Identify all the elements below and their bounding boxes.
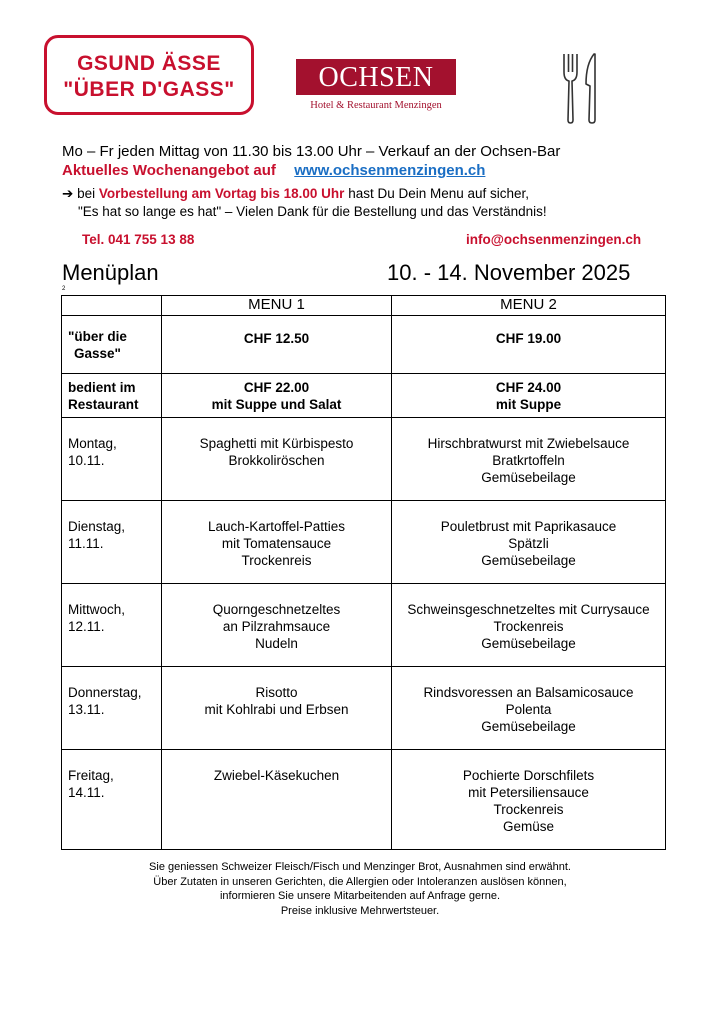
dish-line: Gemüsebeilage: [481, 553, 576, 568]
price-menu2: [392, 374, 666, 418]
footer-line: Über Zutaten in unseren Gerichten, die Allergien oder Intoleranzen auslösen können,: [153, 875, 567, 888]
dish-line: Schweinsgeschnetzeltes mit Currysauce: [407, 602, 650, 617]
day-cell: [62, 750, 162, 850]
menu1-dish: [162, 667, 392, 750]
fork-knife-icon: [556, 52, 606, 124]
dish-line: mit Kohlrabi und Erbsen: [204, 702, 349, 717]
preorder-text-2: hast Du Dein Menu auf sicher,: [348, 186, 530, 201]
gsund-aesse-logo: [44, 35, 254, 115]
price-value: CHF 22.00: [243, 379, 310, 395]
menu1-dish: [162, 750, 392, 850]
day-cell: [62, 418, 162, 501]
price-label-line: "über die: [68, 328, 127, 344]
arrow-right-icon: ➔: [62, 186, 74, 201]
dish-line: Hirschbratwurst mit Zwiebelsauce: [427, 436, 630, 451]
ochsen-logo: OCHSEN: [296, 59, 456, 95]
dish-line: Gemüsebeilage: [481, 470, 576, 485]
menu1-dish: [162, 501, 392, 584]
website-link[interactable]: www.ochsenmenzingen.ch: [294, 162, 486, 179]
day-row-thursday: [62, 667, 666, 750]
day-date: 11.11.: [68, 536, 104, 551]
thanks-line: "Es hat so lange es hat" – Vielen Dank für die Bestellung und das Verständnis!: [78, 204, 547, 219]
day-name: Mittwoch,: [68, 602, 126, 617]
dish-line: Trockenreis: [493, 619, 564, 634]
dish-line: Rindsvoressen an Balsamicosauce: [423, 685, 634, 700]
header-empty: [62, 296, 162, 316]
day-date: 13.11.: [68, 702, 105, 717]
menu-table: [61, 295, 666, 850]
price-row: [62, 316, 666, 374]
footer-notes: [60, 860, 660, 918]
weekly-offer-line: [62, 162, 485, 179]
dish-line: Spaghetti mit Kürbispesto: [199, 436, 354, 451]
day-cell: [62, 501, 162, 584]
day-row-monday: [62, 418, 666, 501]
weekly-offer-label: Aktuelles Wochenangebot auf: [62, 162, 276, 179]
menu2-dish: [392, 584, 666, 667]
dish-line: Quorngeschnetzeltes: [212, 602, 341, 617]
menu2-dish: [392, 667, 666, 750]
price-value: CHF 19.00: [495, 331, 562, 346]
dish-line: Nudeln: [255, 636, 298, 651]
price-menu1: [162, 316, 392, 374]
price-label-line: Restaurant: [68, 396, 139, 412]
day-name: Donnerstag,: [68, 685, 142, 700]
dish-line: Lauch-Kartoffel-Patties: [207, 519, 346, 534]
menu1-dish: [162, 584, 392, 667]
dish-line: Polenta: [505, 702, 552, 717]
day-row-wednesday: [62, 584, 666, 667]
dish-line: Trockenreis: [493, 802, 564, 817]
price-row: [62, 374, 666, 418]
dish-line: Pouletbrust mit Paprikasauce: [440, 519, 617, 534]
footer-line: Preise inklusive Mehrwertsteuer.: [280, 904, 440, 917]
header-menu1: MENU 1: [162, 296, 392, 316]
dish-line: Gemüsebeilage: [481, 636, 576, 651]
price-menu2: [392, 316, 666, 374]
dish-line: Spätzli: [508, 536, 549, 551]
ochsen-logo-subtitle: Hotel & Restaurant Menzingen: [310, 100, 442, 111]
price-value: CHF 24.00: [495, 379, 562, 395]
price-value: CHF 12.50: [243, 331, 310, 346]
price-label-line: Gasse": [74, 345, 121, 361]
logo-line-1: GSUND ÄSSE: [77, 52, 221, 75]
dish-line: Gemüse: [502, 819, 555, 834]
footer-line: informieren Sie unsere Mitarbeitenden auf Anfrage gerne.: [219, 890, 501, 902]
day-name: Montag,: [68, 436, 117, 451]
logo-line-2: "ÜBER D'GASS": [63, 78, 235, 101]
opening-hours: Mo – Fr jeden Mittag von 11.30 bis 13.00 Uhr – Verkauf an der Ochsen-Bar: [62, 143, 561, 160]
day-cell: [62, 584, 162, 667]
dish-line: Gemüsebeilage: [481, 719, 576, 734]
dish-line: Bratkrtoffeln: [492, 453, 565, 468]
day-row-tuesday: [62, 501, 666, 584]
day-name: Dienstag,: [68, 519, 126, 534]
menu2-dish: [392, 750, 666, 850]
dish-line: mit Petersiliensauce: [468, 785, 589, 800]
dish-line: mit Tomatensauce: [221, 536, 332, 551]
price-label: [62, 374, 162, 418]
day-date: 14.11.: [68, 785, 105, 800]
phone-number: Tel. 041 755 13 88: [82, 232, 195, 247]
email-address[interactable]: info@ochsenmenzingen.ch: [466, 232, 642, 247]
day-date: 12.11.: [68, 619, 105, 634]
menu2-dish: [392, 418, 666, 501]
page-mark: 2: [62, 286, 66, 292]
dish-line: Brokkoliröschen: [228, 453, 325, 468]
day-date: 10.11.: [68, 453, 105, 468]
price-note: mit Suppe und Salat: [211, 396, 342, 412]
preorder-line: [62, 186, 529, 202]
price-note: mit Suppe: [495, 396, 562, 412]
day-row-friday: [62, 750, 666, 850]
preorder-text-1: bei: [77, 186, 96, 201]
day-name: Freitag,: [68, 768, 114, 783]
price-label: [62, 316, 162, 374]
footer-line: Sie geniessen Schweizer Fleisch/Fisch und Menzinger Brot, Ausnahmen sind erwähnt.: [149, 861, 571, 873]
menu1-dish: [162, 418, 392, 501]
dish-line: Risotto: [255, 685, 298, 700]
menu-title: Menüplan: [62, 260, 159, 285]
date-range: 10. - 14. November 2025: [387, 260, 631, 285]
preorder-highlight: Vorbestellung am Vortag bis 18.00 Uhr: [98, 186, 345, 201]
price-label-line: bedient im: [68, 379, 136, 395]
table-header-row: [62, 296, 666, 316]
menu2-dish: [392, 501, 666, 584]
dish-line: Pochierte Dorschfilets: [462, 768, 595, 783]
day-cell: [62, 667, 162, 750]
price-menu1: [162, 374, 392, 418]
dish-line: an Pilzrahmsauce: [222, 619, 331, 634]
dish-line: Trockenreis: [241, 553, 312, 568]
header-menu2: MENU 2: [392, 296, 666, 316]
dish-line: Zwiebel-Käsekuchen: [213, 768, 340, 783]
